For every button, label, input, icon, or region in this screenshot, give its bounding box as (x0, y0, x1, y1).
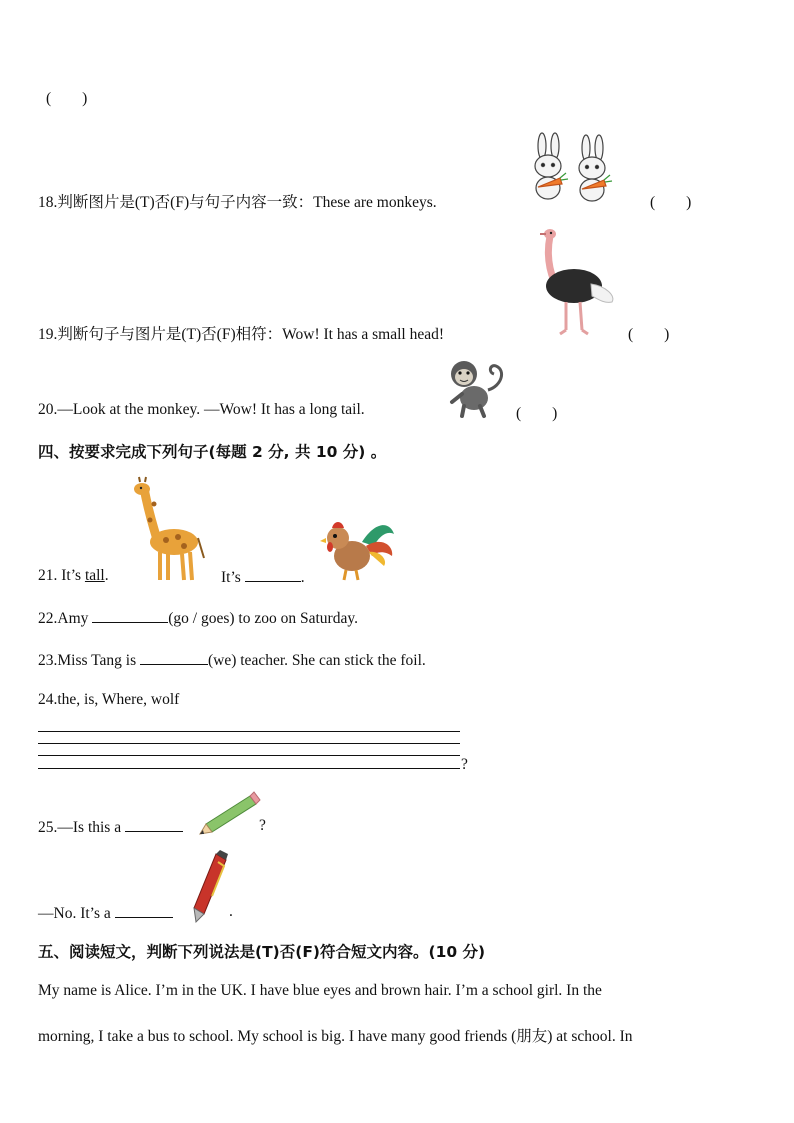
passage-line-1: My name is Alice. I’m in the UK. I have blue eyes and brown hair. I’m a school girl. In the (38, 982, 602, 999)
monkey-icon (444, 356, 508, 418)
rabbits-icon (528, 132, 620, 204)
section-5-title: 五、阅读短文，判断下列说法是(T)否(F)符合短文内容。(10 分) (38, 943, 486, 961)
q22-suffix: (go / goes) to zoo on Saturday. (168, 610, 358, 627)
answer-line-24-2[interactable] (38, 743, 460, 744)
rabbit-right (579, 135, 612, 201)
q24-question-mark: ? (461, 756, 468, 773)
pen-icon (188, 852, 232, 922)
answer-blank-23[interactable] (140, 650, 208, 665)
answer-blank-25b[interactable] (115, 903, 173, 918)
answer-line-24-3[interactable] (38, 755, 460, 756)
question-25-line1 (38, 817, 183, 837)
question-24: 24.the, is, Where, wolf (38, 691, 180, 708)
q25-line1-prefix: 25.—Is this a (38, 819, 122, 836)
question-25-line2 (38, 903, 173, 923)
pencil-icon (198, 790, 262, 834)
q22-prefix: 22.Amy (38, 610, 89, 627)
question-21 (38, 567, 109, 585)
answer-blank-25a[interactable] (125, 817, 183, 832)
q21-end: . (300, 569, 305, 586)
section-4-title: 四、按要求完成下列句子(每题 2 分, 共 10 分) 。 (38, 443, 387, 461)
q23-suffix: (we) teacher. She can stick the foil. (207, 652, 426, 669)
q21-prefix: 21. It’s (38, 567, 85, 584)
q25-period: . (229, 903, 233, 920)
q21-period: . (104, 567, 109, 584)
question-23 (38, 650, 426, 670)
passage-line-2: morning, I take a bus to school. My school is big. I have many good friends (朋友) at school. In (38, 1028, 633, 1045)
answer-paren-20[interactable]: ( ) (516, 405, 558, 422)
answer-line-24-1[interactable] (38, 731, 460, 732)
question-22 (38, 608, 358, 628)
q21-underlined-word: tall (84, 567, 105, 584)
rabbit-left (535, 133, 568, 199)
question-20: 20.—Look at the monkey. —Wow! It has a long tail. (38, 401, 365, 418)
q23-prefix: 23.Miss Tang is (38, 652, 137, 669)
ostrich-icon (536, 226, 620, 338)
q25-question-mark: ? (259, 817, 266, 834)
question-19: 19.判断句子与图片是(T)否(F)相符：Wow! It has a small head! (38, 326, 444, 343)
q25-line2-prefix: —No. It’s a (38, 905, 111, 922)
answer-blank-21[interactable] (245, 567, 301, 582)
q21-part2-text: It’s (221, 569, 241, 586)
answer-paren-18[interactable]: ( ) (650, 194, 692, 211)
answer-paren-17[interactable]: ( ) (46, 90, 88, 107)
answer-paren-19[interactable]: ( ) (628, 326, 670, 343)
giraffe-icon (130, 480, 210, 584)
rooster-icon (316, 516, 398, 584)
answer-blank-22[interactable] (92, 608, 168, 623)
question-18: 18.判断图片是(T)否(F)与句子内容一致：These are monkeys. (38, 194, 437, 211)
question-21-part2 (221, 567, 305, 587)
answer-line-24-4[interactable] (38, 768, 460, 769)
